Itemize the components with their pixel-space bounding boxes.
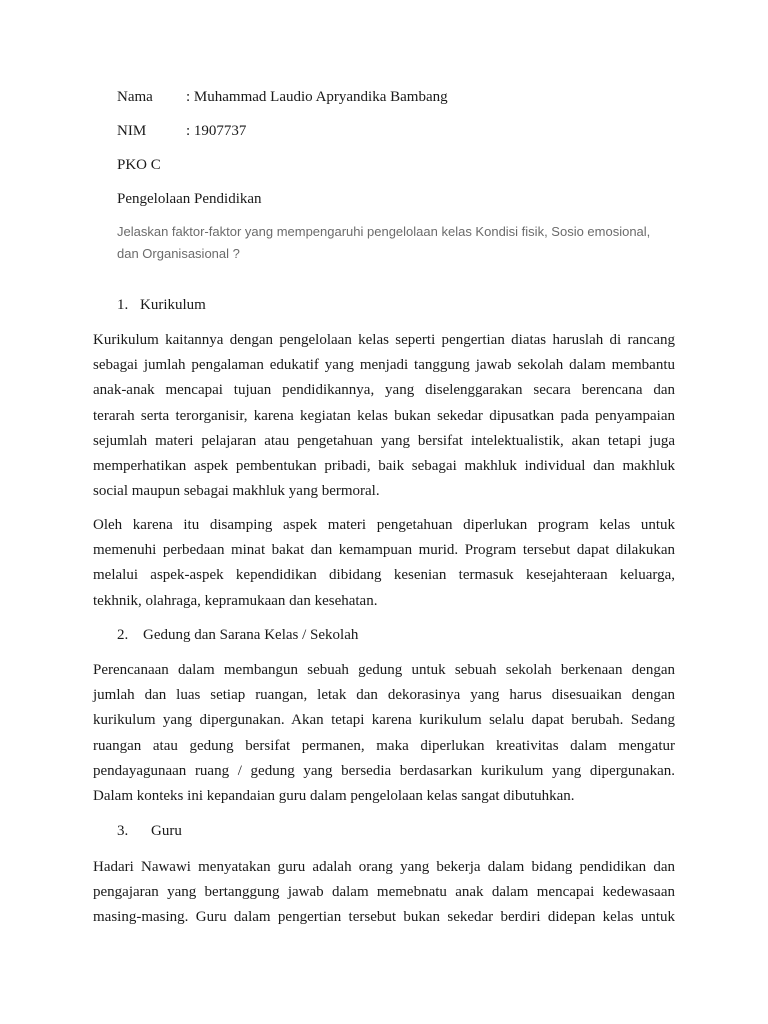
paragraph-line: social maupun sebagai makhluk yang bermoral.	[93, 483, 380, 500]
paragraph-line: masing-masing. Guru dalam pengertian tersebut bukan sekedar berdiri didepan kelas untuk	[93, 909, 675, 926]
class-label: PKO C	[117, 157, 161, 173]
paragraph-line: pengajaran yang bertanggung jawab dalam memebnatu anak dalam mencapai kedewasaan	[93, 884, 675, 901]
paragraph-line: tekhnik, olahraga, kepramukaan dan kesehatan.	[93, 592, 378, 609]
section-3-title: Guru	[151, 823, 182, 839]
paragraph-line: Kurikulum kaitannya dengan pengelolaan kelas seperti pengertian diatas haruslah di rancang	[93, 332, 675, 348]
nama-label: Nama	[117, 89, 153, 105]
section-3-number: 3.	[117, 823, 129, 839]
paragraph-line: Oleh karena itu disamping aspek materi pengetahuan diperlukan program kelas untuk	[93, 517, 675, 533]
question-text	[117, 221, 682, 265]
paragraph-line: Hadari Nawawi menyatakan guru adalah orang yang bekerja dalam bidang pendidikan dan	[93, 859, 675, 875]
section-3-paragraph-1	[93, 855, 675, 931]
nama-value: : Muhammad Laudio Apryandika Bambang	[186, 89, 448, 105]
paragraph-line: pendayagunaan ruang / gedung yang bersedia berdasarkan kurikulum yang dipergunakan.	[93, 762, 675, 779]
paragraph-line: kurikulum yang dipergunakan. Akan tetapi karena kurikulum selalu dapat berubah. Sedang	[93, 712, 675, 729]
paragraph-line: sejumlah materi pelajaran atau pengetahuan yang bersifat intelektualistik, akan tetapi juga	[93, 432, 675, 449]
paragraph-line: melalui aspek-aspek kependidikan dibidang kesenian termasuk kesejahteraan keluarga,	[93, 567, 675, 584]
paragraph-line: memperhatikan aspek pembentukan pribadi, baik sebagai makhluk individual dan makhluk	[93, 458, 675, 475]
section-2-number: 2.	[117, 627, 129, 643]
section-1-paragraph-2	[93, 513, 675, 614]
paragraph-line: Dalam konteks ini kepandaian guru dalam pengelolaan kelas sangat dibutuhkan.	[93, 788, 575, 805]
paragraph-line: Perencanaan dalam membangun sebuah gedung untuk sebuah sekolah berkenaan dengan	[93, 662, 675, 678]
nim-value: : 1907737	[186, 123, 247, 139]
section-2-paragraph-1	[93, 658, 675, 809]
course-title: Pengelolaan Pendidikan	[117, 191, 262, 207]
paragraph-line: anak-anak mencapai tujuan pendidikannya, yang diselenggarakan secara berencana dan	[93, 382, 675, 399]
question-line-1: Jelaskan faktor-faktor yang mempengaruhi pengelolaan kelas Kondisi fisik, Sosio emosional,	[117, 224, 651, 239]
paragraph-line: terarah serta terorganisir, karena kegiatan kelas bukan sekedar dipusatkan pada penyampaian	[93, 407, 675, 424]
paragraph-line: jumlah dan luas setiap ruangan, letak dan dekorasinya yang harus disesuaikan dengan	[93, 687, 675, 704]
question-line-2: dan Organisasional ?	[117, 246, 240, 261]
paragraph-line: memenuhi perbedaan minat bakat dan kemampuan murid. Program tersebut dapat dilakukan	[93, 542, 675, 559]
section-1-number: 1.	[117, 297, 129, 313]
paragraph-line: sebagai jumlah pengalaman edukatif yang menjadi tanggung jawab sekolah dalam membantu	[93, 357, 675, 374]
nim-label: NIM	[117, 123, 147, 139]
section-2-title: Gedung dan Sarana Kelas / Sekolah	[143, 627, 359, 643]
section-1-title: Kurikulum	[140, 297, 206, 313]
paragraph-line: ruangan atau gedung bersifat permanen, maka diperlukan kreativitas dalam mengatur	[93, 737, 675, 754]
section-1-paragraph-1	[93, 328, 675, 504]
